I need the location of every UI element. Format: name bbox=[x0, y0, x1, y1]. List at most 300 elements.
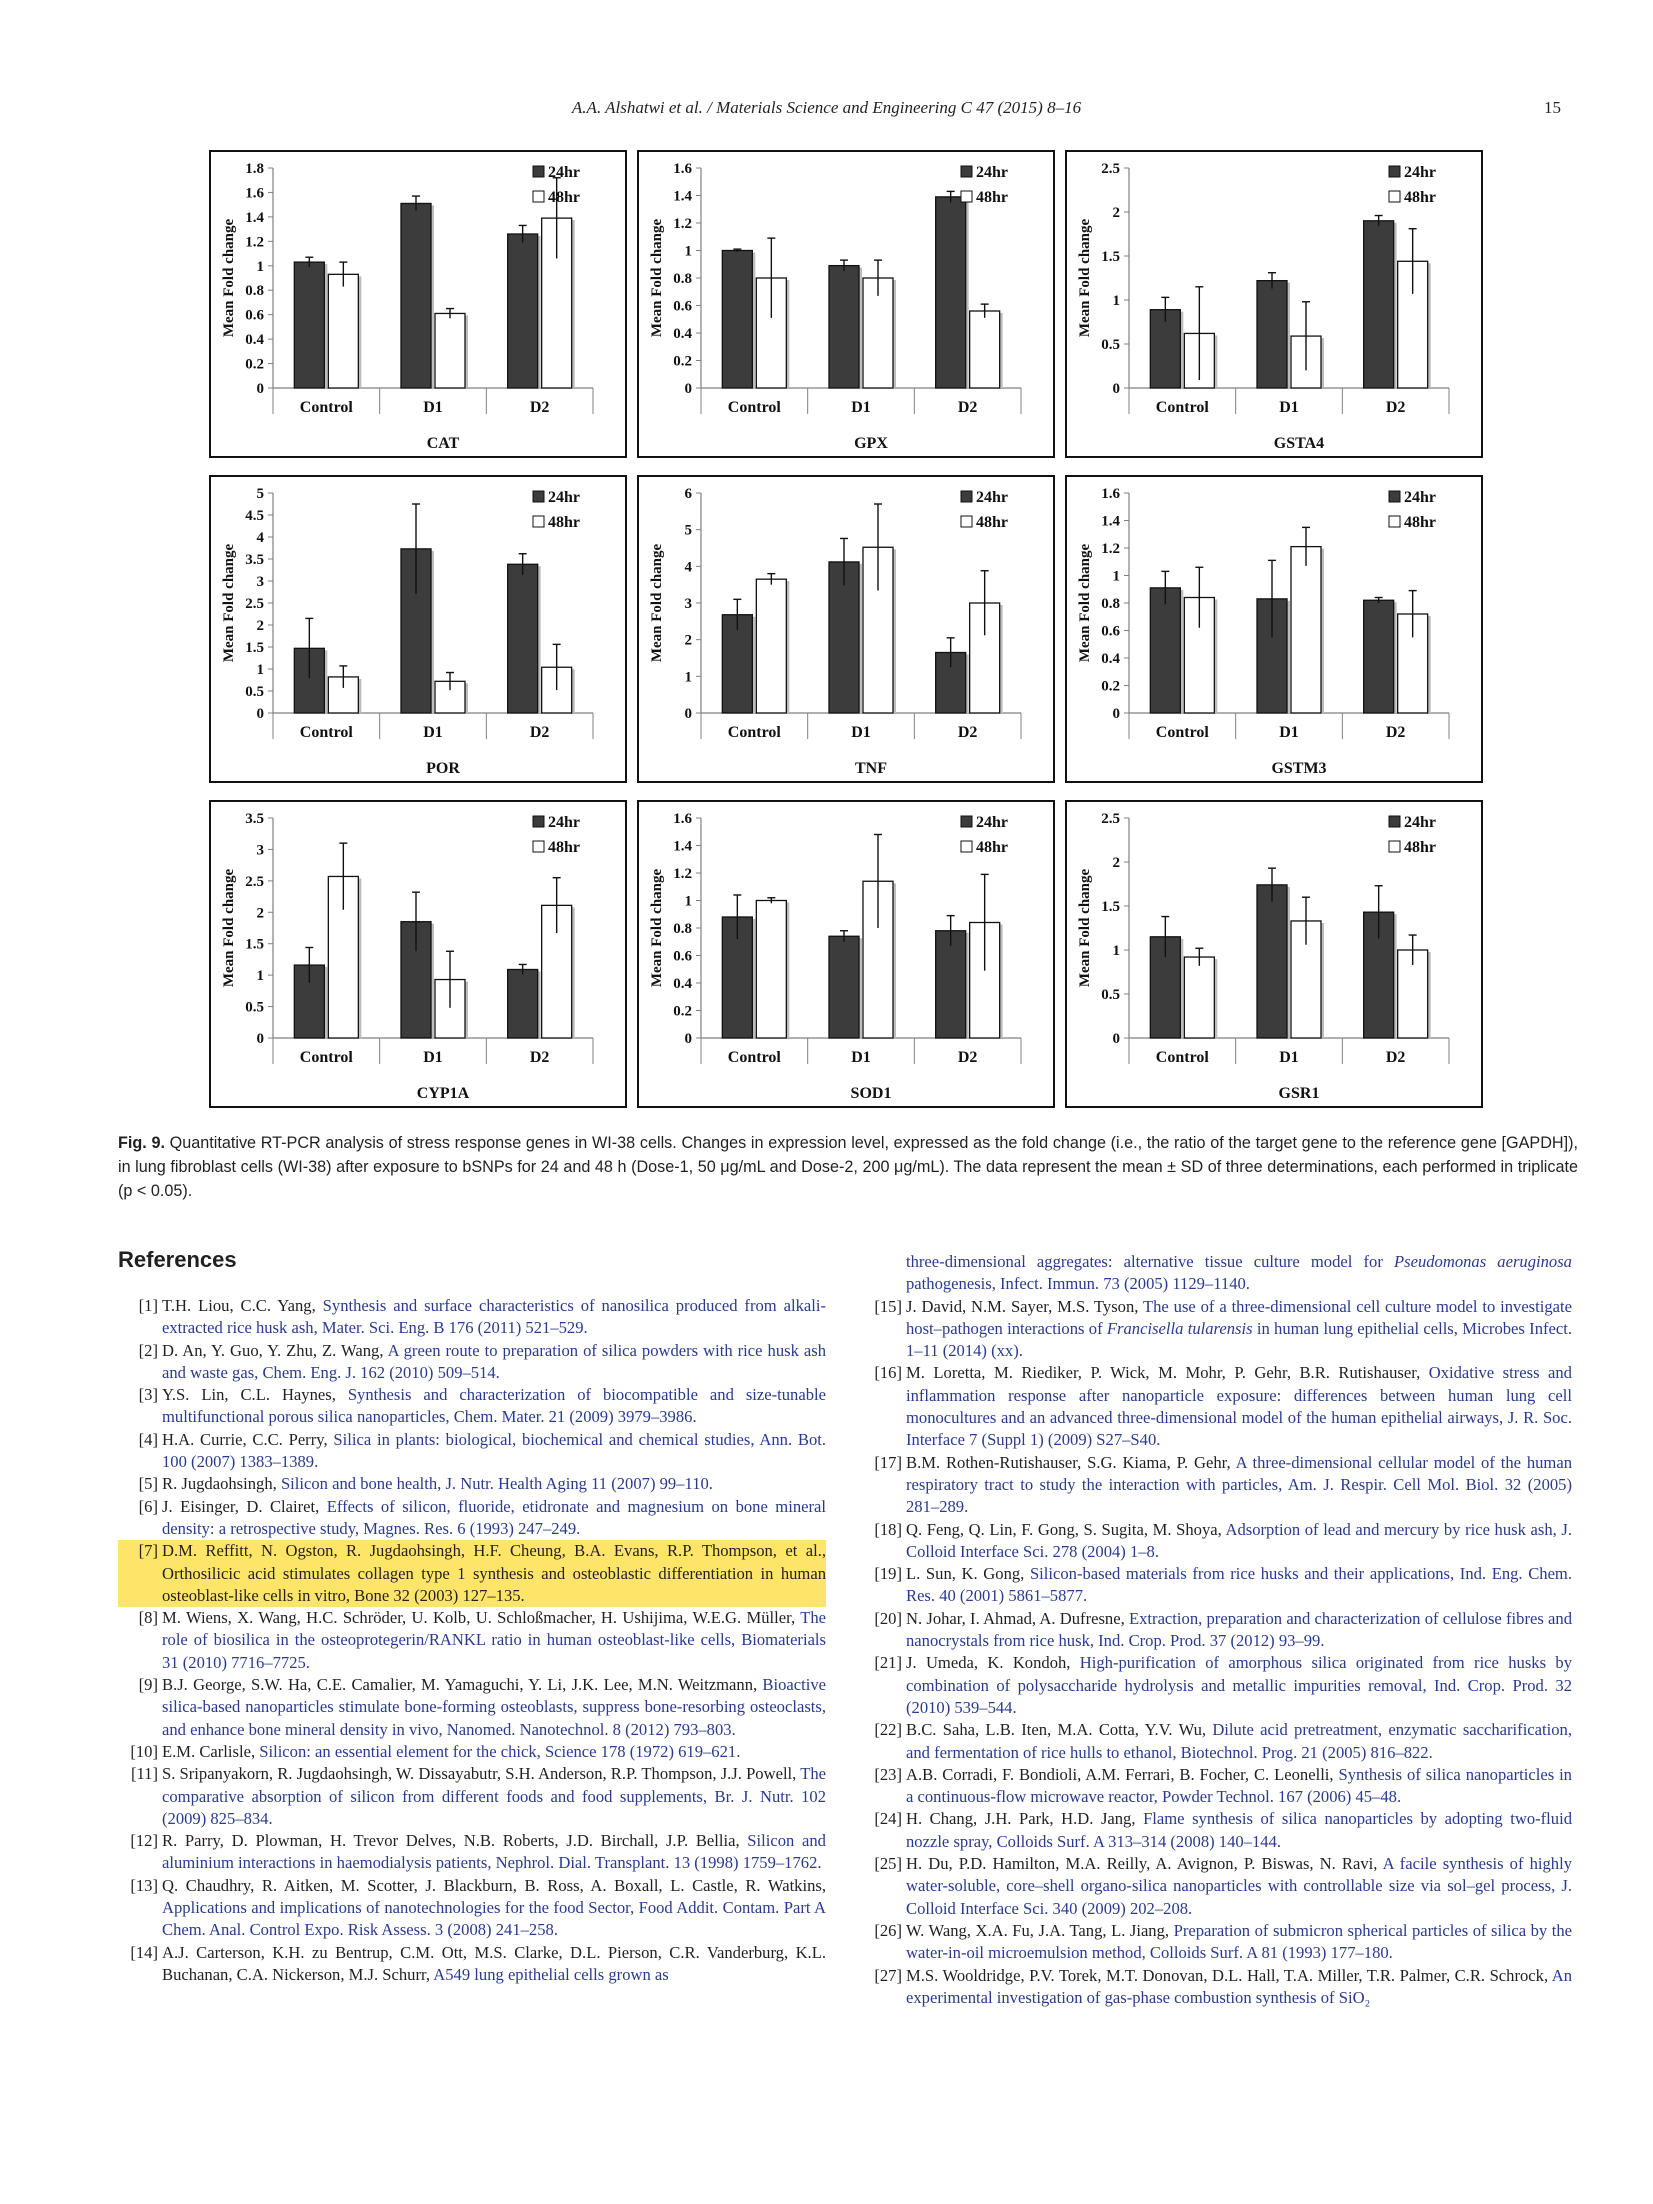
y-tick-label: 0.8 bbox=[673, 921, 692, 937]
reference-authors: J. David, N.M. Sayer, M.S. Tyson, bbox=[906, 1296, 1143, 1316]
bar-48hr bbox=[1291, 547, 1321, 713]
reference-authors: M.S. Wooldridge, P.V. Torek, M.T. Donovan, D.L. Hall, T.A. Miller, T.R. Palmer, C.R. Schrock, bbox=[906, 1965, 1552, 1985]
reference-item bbox=[118, 1340, 826, 1385]
y-tick-label: 1.5 bbox=[1101, 899, 1120, 915]
reference-link[interactable]: Silicon-based materials from rice husks and their applications, Ind. Eng. Chem. Res. 40 (2001) 5861–5877. bbox=[906, 1564, 1572, 1606]
category-label: Control bbox=[727, 399, 781, 416]
reference-number: [19] bbox=[874, 1564, 902, 1584]
reference-authors: L. Sun, K. Gong, bbox=[906, 1564, 1030, 1584]
y-tick-label: 3.5 bbox=[245, 552, 264, 568]
chart-panel-gpx bbox=[637, 150, 1055, 458]
reference-authors: B.M. Rothen-Rutishauser, S.G. Kiama, P. Gehr, bbox=[906, 1452, 1236, 1472]
reference-number: [1] bbox=[138, 1296, 158, 1315]
bar-48hr bbox=[756, 579, 786, 713]
y-tick-label: 0 bbox=[684, 1031, 692, 1047]
reference-link[interactable]: Dilute acid pretreatment, enzymatic saccharification, and fermentation of rice hulls to ethanol, Biotechnol. Prog. 21 (2005) 816–822. bbox=[906, 1720, 1572, 1762]
category-label: D2 bbox=[957, 399, 978, 416]
legend-label: 24hr bbox=[1404, 814, 1436, 831]
legend-swatch bbox=[1389, 166, 1400, 177]
y-tick-label: 1 bbox=[1112, 568, 1120, 585]
chart-title: GPX bbox=[854, 435, 888, 452]
y-tick-label: 1 bbox=[684, 669, 692, 686]
legend-swatch bbox=[533, 191, 544, 202]
bar-24hr bbox=[1364, 600, 1394, 713]
y-tick-label: 4 bbox=[256, 530, 264, 546]
y-tick-label: 0.6 bbox=[673, 948, 692, 965]
chart-panel-gsr1 bbox=[1065, 800, 1483, 1108]
reference-authors: Q. Feng, Q. Lin, F. Gong, S. Sugita, M. Shoya, bbox=[906, 1519, 1226, 1539]
category-label: D2 bbox=[529, 1049, 550, 1066]
reference-number: [9] bbox=[138, 1675, 158, 1695]
legend-label: 24hr bbox=[1404, 164, 1436, 181]
legend-swatch bbox=[1389, 516, 1400, 527]
reference-item bbox=[118, 1763, 826, 1830]
reference-item bbox=[118, 1384, 826, 1429]
category-label: Control bbox=[299, 399, 353, 416]
y-tick-label: 1.2 bbox=[245, 234, 264, 251]
y-tick-label: 3 bbox=[256, 574, 264, 590]
legend-swatch bbox=[1389, 191, 1400, 202]
y-tick-label: 1.6 bbox=[245, 185, 264, 202]
y-tick-label: 0 bbox=[256, 706, 264, 722]
category-label: D2 bbox=[529, 399, 550, 416]
reference-link[interactable]: Synthesis of silica nanoparticles in a continuous-flow microwave reactor, Powder Technol. 167 (2006) 45–48. bbox=[906, 1764, 1572, 1807]
legend-label: 48hr bbox=[548, 514, 580, 531]
y-tick-label: 2.5 bbox=[1101, 161, 1120, 177]
bar-48hr bbox=[328, 274, 358, 388]
bar-24hr bbox=[829, 266, 859, 388]
category-label: D1 bbox=[1279, 724, 1299, 741]
legend-swatch bbox=[1389, 491, 1400, 502]
chart-panel-cyp1a bbox=[209, 800, 627, 1108]
reference-item bbox=[862, 1296, 1572, 1363]
y-tick-label: 1.4 bbox=[1101, 513, 1120, 530]
reference-link[interactable]: Orthosilicic acid stimulates collagen type 1 synthesis and osteoblastic differentiation in human osteoblast-like cells in vitro, Bone 32 (2003) 127–135. bbox=[162, 1563, 826, 1605]
reference-link[interactable]: Silicon and bone health, J. Nutr. Health Aging 11 (2007) 99–110. bbox=[280, 1474, 713, 1494]
reference-number: [12] bbox=[130, 1831, 158, 1851]
chart-panel-gstm3 bbox=[1065, 475, 1483, 783]
legend-swatch bbox=[961, 816, 972, 827]
reference-link[interactable]: Preparation of submicron spherical particles of silica by the water-in-oil microemulsion method, Colloids Surf. A 81 (1993) 177–180. bbox=[906, 1920, 1572, 1963]
reference-link[interactable]: A green route to preparation of silica powders with rice husk ash and waste gas, Chem. Eng. J. 162 (2010) 509–514. bbox=[162, 1340, 826, 1382]
reference-authors: Q. Chaudhry, R. Aitken, M. Scotter, J. Blackburn, B. Ross, A. Boxall, L. Castle, R. Watkins, bbox=[162, 1875, 826, 1895]
reference-authors: J. Eisinger, D. Clairet, bbox=[162, 1496, 327, 1516]
chart-title: GSTA4 bbox=[1273, 435, 1325, 452]
reference-authors: W. Wang, X.A. Fu, J.A. Tang, L. Jiang, bbox=[906, 1920, 1174, 1940]
category-label: D1 bbox=[851, 399, 871, 416]
reference-link[interactable]: Flame synthesis of silica nanoparticles by adopting two-fluid nozzle spray, Colloids Surf. A 313–314 (2008) 140–144. bbox=[906, 1809, 1572, 1851]
reference-authors: H.A. Currie, C.C. Perry, bbox=[162, 1429, 334, 1449]
reference-number: [27] bbox=[874, 1965, 902, 1985]
reference-item bbox=[862, 1652, 1572, 1719]
legend-label: 24hr bbox=[1404, 489, 1436, 506]
bar-24hr bbox=[722, 251, 752, 389]
y-axis-label: Mean Fold change bbox=[1077, 543, 1093, 663]
y-tick-label: 1 bbox=[1112, 293, 1120, 309]
reference-authors: H. Chang, J.H. Park, H.D. Jang, bbox=[906, 1809, 1144, 1829]
reference-number: [8] bbox=[138, 1608, 158, 1628]
y-tick-label: 4.5 bbox=[245, 508, 264, 524]
legend-label: 24hr bbox=[548, 814, 580, 831]
y-tick-label: 0.4 bbox=[1101, 651, 1120, 667]
bar-chart bbox=[639, 152, 1057, 460]
reference-link[interactable]: A three-dimensional cellular model of the human respiratory tract to study the interaction with particles, Am. J. Respir. Cell Mol. Biol. 32 (2005) 281–289. bbox=[906, 1452, 1572, 1517]
y-tick-label: 4 bbox=[684, 559, 692, 576]
y-tick-label: 1.2 bbox=[1101, 541, 1120, 557]
reference-authors: M. Loretta, M. Riediker, P. Wick, M. Mohr, P. Gehr, B.R. Rutishauser, bbox=[906, 1363, 1429, 1383]
y-tick-label: 2 bbox=[256, 618, 264, 634]
category-label: Control bbox=[299, 1049, 353, 1066]
y-tick-label: 2.5 bbox=[245, 596, 264, 612]
y-tick-label: 1.6 bbox=[673, 161, 692, 177]
legend-label: 24hr bbox=[548, 489, 580, 506]
bar-chart bbox=[211, 477, 629, 785]
legend-label: 48hr bbox=[976, 514, 1008, 531]
chart-panel-por bbox=[209, 475, 627, 783]
legend-swatch bbox=[533, 516, 544, 527]
y-tick-label: 1 bbox=[256, 258, 264, 275]
category-label: D1 bbox=[1279, 399, 1299, 416]
reference-item bbox=[118, 1540, 826, 1607]
bar-48hr bbox=[970, 311, 1000, 388]
legend-swatch bbox=[1389, 816, 1400, 827]
page-number: 15 bbox=[1544, 98, 1561, 117]
y-tick-label: 0.8 bbox=[673, 271, 692, 287]
legend-label: 48hr bbox=[1404, 839, 1436, 856]
reference-link[interactable]: A facile synthesis of highly water-soluble, core–shell organo-silica nanoparticles with controllable size via sol–gel process, J. Colloid Interface Sci. 340 (2009) 202–208. bbox=[906, 1854, 1572, 1918]
legend-label: 48hr bbox=[548, 839, 580, 856]
y-tick-label: 2 bbox=[256, 905, 264, 922]
reference-link[interactable]: A549 lung epithelial cells grown as bbox=[433, 1964, 669, 1984]
legend-swatch bbox=[961, 166, 972, 177]
bar-24hr bbox=[1150, 588, 1180, 713]
category-label: D1 bbox=[1279, 1049, 1299, 1066]
y-tick-label: 1.2 bbox=[673, 216, 692, 232]
reference-item bbox=[862, 1764, 1572, 1809]
y-axis-label: Mean Fold change bbox=[1077, 218, 1093, 338]
reference-number: [3] bbox=[138, 1385, 158, 1405]
y-tick-label: 2 bbox=[1112, 855, 1120, 871]
reference-link[interactable]: Adsorption of lead and mercury by rice husk ash, J. Colloid Interface Sci. 278 (2004) 1–8. bbox=[906, 1519, 1572, 1561]
chart-panel-cat bbox=[209, 150, 627, 458]
bar-24hr bbox=[1257, 281, 1287, 388]
figure-caption bbox=[118, 1131, 1578, 1203]
category-label: D1 bbox=[423, 1049, 443, 1066]
reference-item bbox=[862, 1452, 1572, 1519]
legend-swatch bbox=[533, 491, 544, 502]
reference-item bbox=[862, 1608, 1572, 1653]
y-tick-label: 1 bbox=[256, 968, 264, 985]
chart-title: GSR1 bbox=[1278, 1085, 1320, 1102]
reference-authors: E.M. Carlisle, bbox=[162, 1741, 260, 1761]
category-label: D2 bbox=[957, 724, 978, 741]
reference-authors: J. Umeda, K. Kondoh, bbox=[906, 1653, 1080, 1673]
reference-item bbox=[862, 1853, 1572, 1920]
reference-number: [22] bbox=[874, 1720, 902, 1740]
reference-item bbox=[118, 1942, 826, 1987]
reference-link[interactable]: Silicon and aluminium interactions in haemodialysis patients, Nephrol. Dial. Transplant. 13 (1998) 1759–1762. bbox=[162, 1831, 826, 1873]
reference-item bbox=[862, 1920, 1572, 1965]
category-label: D1 bbox=[423, 724, 443, 741]
chart-title: TNF bbox=[855, 760, 887, 777]
y-tick-label: 5 bbox=[684, 522, 692, 539]
legend-label: 48hr bbox=[976, 839, 1008, 856]
category-label: Control bbox=[727, 724, 781, 741]
reference-number: [15] bbox=[874, 1296, 902, 1316]
y-tick-label: 0.4 bbox=[673, 326, 692, 342]
reference-number: [23] bbox=[874, 1764, 902, 1784]
figure-caption-text: Quantitative RT-PCR analysis of stress response genes in WI-38 cells. Changes in expression level, expressed as the fold change (i.e., the ratio of the target gene to the reference gene [GAPDH]), in lung fibroblast cells (WI-38) after exposure to bSNPs for 24 and 48 h (Dose-1, 50 μg/mL and Dose-2, 200 μg/mL). The data represent the mean ± SD of three determinations, each performed in triplicate (p < 0.05). bbox=[118, 1134, 1578, 1200]
y-tick-label: 1.5 bbox=[245, 936, 264, 953]
reference-link[interactable]: Synthesis and characterization of biocompatible and size-tunable multifunctional porous silica nanoparticles, Chem. Mater. 21 (2009) 3979–3986. bbox=[162, 1385, 826, 1427]
reference-number: [2] bbox=[138, 1340, 158, 1360]
y-axis-label: Mean Fold change bbox=[221, 218, 237, 338]
bar-48hr bbox=[756, 901, 786, 1039]
category-label: D2 bbox=[957, 1049, 978, 1066]
y-tick-label: 1.4 bbox=[245, 209, 264, 226]
reference-number: [13] bbox=[130, 1875, 158, 1895]
legend-swatch bbox=[961, 516, 972, 527]
reference-link[interactable]: Extraction, preparation and characterization of cellulose fibres and nanocrystals from rice husk, Ind. Crop. Prod. 37 (2012) 93–99. bbox=[906, 1608, 1573, 1651]
reference-item bbox=[862, 1965, 1572, 2010]
chart-panel-gsta4 bbox=[1065, 150, 1483, 458]
y-tick-label: 5 bbox=[256, 486, 264, 502]
y-tick-label: 1.4 bbox=[673, 838, 692, 855]
reference-number: [18] bbox=[874, 1519, 902, 1539]
y-tick-label: 0.6 bbox=[1101, 623, 1120, 640]
y-tick-label: 0.4 bbox=[245, 332, 264, 349]
references-heading: References bbox=[118, 1247, 237, 1272]
reference-number: [6] bbox=[138, 1496, 158, 1516]
references-column-left bbox=[118, 1295, 826, 1986]
chart-panel-sod1 bbox=[637, 800, 1055, 1108]
reference-link[interactable]: Applications and implications of nanotechnologies for the food Sector, Food Addit. Contam. Part A Chem. Anal. Control Expo. Risk Assess. 3 (2008) 241–258. bbox=[162, 1898, 826, 1940]
chart-title: GSTM3 bbox=[1271, 760, 1327, 777]
bar-48hr bbox=[435, 313, 465, 388]
legend-label: 48hr bbox=[1404, 189, 1436, 206]
reference-item bbox=[118, 1830, 826, 1875]
chart-title: CAT bbox=[426, 435, 460, 452]
reference-number: [4] bbox=[138, 1429, 158, 1449]
y-tick-label: 0.2 bbox=[245, 356, 264, 373]
legend-label: 48hr bbox=[1404, 514, 1436, 531]
category-label: Control bbox=[1155, 724, 1209, 741]
reference-continuation bbox=[862, 1251, 1572, 1296]
bar-chart bbox=[1067, 802, 1485, 1110]
legend-swatch bbox=[961, 191, 972, 202]
bar-24hr bbox=[508, 969, 538, 1038]
bar-24hr bbox=[294, 262, 324, 388]
y-tick-label: 1 bbox=[684, 893, 692, 910]
category-label: D1 bbox=[851, 724, 871, 741]
reference-authors: R. Parry, D. Plowman, H. Trevor Delves, N.B. Roberts, J.D. Birchall, J.P. Bellia, bbox=[162, 1831, 748, 1851]
reference-number: [25] bbox=[874, 1854, 902, 1874]
reference-number: [10] bbox=[130, 1741, 158, 1761]
bar-24hr bbox=[1257, 885, 1287, 1038]
reference-item bbox=[862, 1362, 1572, 1451]
reference-link[interactable]: Synthesis and surface characteristics of nanosilica produced from alkali-extracted rice husk ash, Mater. Sci. Eng. B 176 (2011) 521–529. bbox=[162, 1296, 827, 1338]
reference-authors: Y.S. Lin, C.L. Haynes, bbox=[162, 1385, 348, 1405]
category-label: D2 bbox=[1385, 1049, 1406, 1066]
reference-authors: S. Sripanyakorn, R. Jugdaohsingh, W. Dissayabutr, S.H. Anderson, R.P. Thompson, J.J. Powell, bbox=[162, 1764, 801, 1784]
category-label: Control bbox=[1155, 1049, 1209, 1066]
category-label: D1 bbox=[851, 1049, 871, 1066]
reference-item bbox=[862, 1808, 1572, 1853]
reference-link[interactable]: Bioactive silica-based nanoparticles stimulate bone-forming osteoblasts, suppress bone-resorbing osteoclasts, and enhance bone mineral density in vivo, Nanomed. Nanotechnol. 8 (2012) 793–803. bbox=[162, 1675, 826, 1739]
bar-chart bbox=[211, 152, 629, 460]
reference-link[interactable]: An experimental investigation of gas-phase combustion synthesis of SiO₂ bbox=[906, 1965, 1572, 2007]
y-tick-label: 0.5 bbox=[1101, 337, 1120, 353]
reference-number: [20] bbox=[874, 1608, 902, 1628]
reference-authors: B.J. George, S.W. Ha, C.E. Camalier, M. Yamaguchi, Y. Li, J.K. Lee, M.N. Weitzmann, bbox=[162, 1675, 763, 1695]
y-tick-label: 1.6 bbox=[1101, 486, 1120, 502]
reference-item bbox=[862, 1563, 1572, 1608]
reference-authors: N. Johar, I. Ahmad, A. Dufresne, bbox=[906, 1608, 1129, 1628]
y-tick-label: 1.5 bbox=[1101, 249, 1120, 265]
reference-authors: R. Jugdaohsingh, bbox=[162, 1474, 281, 1494]
y-tick-label: 1 bbox=[1112, 943, 1120, 959]
y-tick-label: 2 bbox=[1112, 205, 1120, 221]
reference-item bbox=[118, 1875, 826, 1942]
category-label: D2 bbox=[529, 724, 550, 741]
reference-link[interactable]: High-purification of amorphous silica originated from rice husks by combination of polysaccharide hydrolysis and metallic impurities removal, Ind. Crop. Prod. 32 (2010) 539–544. bbox=[906, 1653, 1572, 1717]
legend-label: 24hr bbox=[976, 489, 1008, 506]
reference-authors: H. Du, P.D. Hamilton, M.A. Reilly, A. Avignon, P. Biswas, N. Ravi, bbox=[906, 1854, 1383, 1874]
y-tick-label: 0.6 bbox=[673, 298, 692, 315]
y-tick-label: 0.6 bbox=[245, 307, 264, 324]
reference-item bbox=[862, 1519, 1572, 1564]
y-tick-label: 1.2 bbox=[673, 866, 692, 882]
reference-item bbox=[862, 1719, 1572, 1764]
y-tick-label: 0 bbox=[1112, 1031, 1120, 1047]
chart-title: SOD1 bbox=[850, 1085, 892, 1102]
reference-item bbox=[118, 1674, 826, 1741]
y-tick-label: 0.5 bbox=[245, 684, 264, 700]
figure-label: Fig. 9. bbox=[118, 1134, 165, 1152]
y-tick-label: 1.4 bbox=[673, 188, 692, 205]
y-tick-label: 0.4 bbox=[673, 976, 692, 992]
reference-number: [26] bbox=[874, 1920, 902, 1940]
bar-chart bbox=[1067, 152, 1485, 460]
legend-swatch bbox=[533, 166, 544, 177]
journal-citation: A.A. Alshatwi et al. / Materials Science and Engineering C 47 (2015) 8–16 bbox=[571, 98, 1082, 117]
y-tick-label: 0.5 bbox=[1101, 987, 1120, 1003]
legend-label: 24hr bbox=[976, 164, 1008, 181]
y-tick-label: 2 bbox=[684, 632, 692, 649]
reference-link[interactable]: Oxidative stress and inflammation response after nanoparticle exposure: differences between human lung cell monocultures and an advanced three-dimensional model of the human epithelial airways, J. R. Soc. Interface 7 (Suppl 1) (2009) S27–S40. bbox=[906, 1363, 1572, 1450]
y-tick-label: 1.6 bbox=[673, 811, 692, 827]
bar-24hr bbox=[508, 564, 538, 713]
y-tick-label: 0 bbox=[256, 381, 264, 397]
bar-chart bbox=[1067, 477, 1485, 785]
figure-9-grid bbox=[209, 150, 1483, 1108]
legend-swatch bbox=[1389, 841, 1400, 852]
y-tick-label: 0 bbox=[684, 706, 692, 722]
reference-link[interactable]: three-dimensional aggregates: alternative tissue culture model for Pseudomonas aeruginosa pathogenesis, Infect. Immun. 73 (2005) 1129–1140. bbox=[906, 1252, 1572, 1294]
category-label: D2 bbox=[1385, 399, 1406, 416]
reference-number: [7] bbox=[138, 1541, 158, 1561]
category-label: D2 bbox=[1385, 724, 1406, 741]
y-tick-label: 1 bbox=[684, 243, 692, 260]
reference-authors: A.B. Corradi, F. Bondioli, A.M. Ferrari, B. Focher, C. Leonelli, bbox=[906, 1764, 1339, 1784]
bar-chart bbox=[211, 802, 629, 1110]
reference-number: [14] bbox=[130, 1942, 158, 1962]
bar-24hr bbox=[1364, 221, 1394, 388]
reference-link[interactable]: The role of biosilica in the osteoprotegerin/RANKL ratio in human osteoblast-like cells, Biomaterials 31 (2010) 7716–7725. bbox=[162, 1608, 826, 1672]
reference-authors: A.J. Carterson, K.H. zu Bentrup, C.M. Ott, M.S. Clarke, D.L. Pierson, C.R. Vanderburg, K.L. Buchanan, C.A. Nickerson, M.J. Schurr, bbox=[162, 1942, 826, 1984]
bar-24hr bbox=[936, 197, 966, 388]
y-tick-label: 0.5 bbox=[245, 999, 264, 1016]
reference-authors: T.H. Liou, C.C. Yang, bbox=[162, 1296, 323, 1315]
reference-item bbox=[118, 1741, 826, 1763]
chart-panel-tnf bbox=[637, 475, 1055, 783]
legend-swatch bbox=[533, 841, 544, 852]
reference-number: [5] bbox=[138, 1474, 158, 1494]
y-axis-label: Mean Fold change bbox=[221, 543, 237, 663]
y-tick-label: 0 bbox=[1112, 706, 1120, 722]
legend-swatch bbox=[961, 841, 972, 852]
reference-authors: B.C. Saha, L.B. Iten, M.A. Cotta, Y.V. Wu, bbox=[906, 1720, 1213, 1740]
reference-number: [21] bbox=[874, 1653, 902, 1673]
reference-link[interactable]: Silicon: an essential element for the chick, Science 178 (1972) 619–621. bbox=[259, 1741, 741, 1761]
y-axis-label: Mean Fold change bbox=[1077, 868, 1093, 988]
y-tick-label: 2.5 bbox=[245, 873, 264, 890]
reference-item bbox=[118, 1607, 826, 1674]
category-label: Control bbox=[1155, 399, 1209, 416]
legend-label: 48hr bbox=[548, 189, 580, 206]
y-tick-label: 3 bbox=[256, 842, 264, 859]
reference-number: [11] bbox=[130, 1764, 158, 1784]
bar-chart bbox=[639, 802, 1057, 1110]
y-tick-label: 0.8 bbox=[245, 283, 264, 300]
legend-swatch bbox=[533, 816, 544, 827]
reference-item bbox=[118, 1429, 826, 1474]
y-tick-label: 3.5 bbox=[245, 811, 264, 827]
bar-24hr bbox=[829, 936, 859, 1038]
reference-authors: D. An, Y. Guo, Y. Zhu, Z. Wang, bbox=[162, 1340, 388, 1360]
reference-item bbox=[118, 1496, 826, 1541]
bar-48hr bbox=[1184, 957, 1214, 1038]
y-tick-label: 1.8 bbox=[245, 161, 264, 177]
category-label: D1 bbox=[423, 399, 443, 416]
reference-authors: D.M. Reffitt, N. Ogston, R. Jugdaohsingh, H.F. Cheung, B.A. Evans, R.P. Thompson, et al., bbox=[162, 1541, 826, 1561]
bar-24hr bbox=[936, 931, 966, 1038]
legend-label: 24hr bbox=[976, 814, 1008, 831]
y-tick-label: 1 bbox=[256, 662, 264, 678]
legend-swatch bbox=[961, 491, 972, 502]
y-tick-label: 0 bbox=[1112, 381, 1120, 397]
y-tick-label: 0.2 bbox=[673, 353, 692, 370]
reference-authors: M. Wiens, X. Wang, H.C. Schröder, U. Kolb, U. Schloßmacher, H. Ushijima, W.E.G. Müller, bbox=[162, 1608, 801, 1628]
reference-link[interactable]: The use of a three-dimensional cell culture model to investigate host–pathogen interactions of Francisella tularensis in human lung epithelial cells, Microbes Infect. 1–11 (2014) (xx). bbox=[906, 1296, 1573, 1361]
category-label: Control bbox=[299, 724, 353, 741]
y-tick-label: 0.8 bbox=[1101, 596, 1120, 612]
y-tick-label: 1.5 bbox=[245, 640, 264, 656]
y-tick-label: 3 bbox=[684, 596, 692, 612]
bar-24hr bbox=[508, 234, 538, 388]
reference-link[interactable]: The comparative absorption of silicon from different foods and food supplements, Br. J. Nutr. 102 (2009) 825–834. bbox=[162, 1764, 826, 1828]
chart-title: CYP1A bbox=[416, 1085, 470, 1102]
category-label: Control bbox=[727, 1049, 781, 1066]
reference-number: [24] bbox=[874, 1809, 902, 1829]
y-axis-label: Mean Fold change bbox=[649, 543, 665, 663]
reference-link[interactable]: Effects of silicon, fluoride, etidronate and magnesium on bone mineral density: a retrospective study, Magnes. Res. 6 (1993) 247–249. bbox=[162, 1496, 826, 1538]
reference-number: [17] bbox=[874, 1452, 902, 1472]
y-axis-label: Mean Fold change bbox=[649, 218, 665, 338]
bar-24hr bbox=[401, 203, 431, 388]
y-tick-label: 0.2 bbox=[673, 1003, 692, 1020]
reference-link[interactable]: Silica in plants: biological, biochemical and chemical studies, Ann. Bot. 100 (2007) 1383–1389. bbox=[162, 1429, 826, 1472]
